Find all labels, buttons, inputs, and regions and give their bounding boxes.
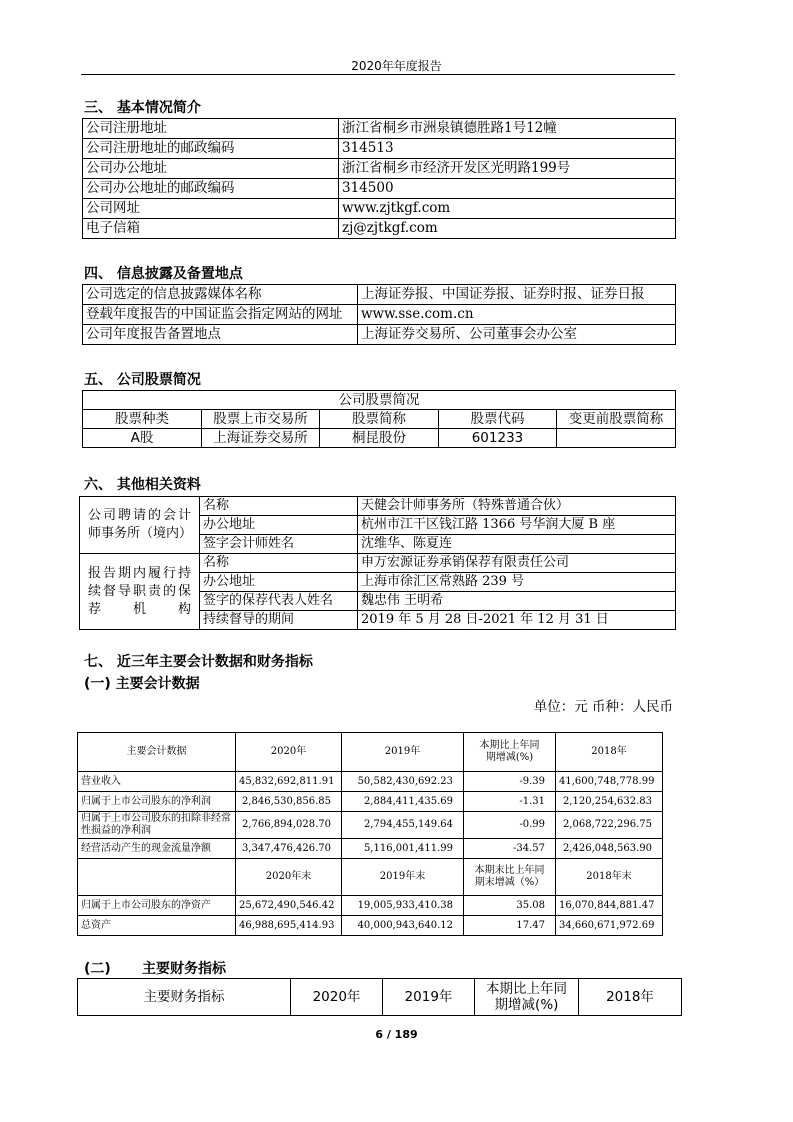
- column-header: 2020年末: [236, 859, 342, 896]
- table-cell: 2,120,254,632.83: [556, 792, 663, 812]
- row-label: 签字的保荐代表人姓名: [200, 592, 358, 611]
- column-header: 股票简称: [320, 410, 439, 429]
- website-link[interactable]: www.zjtkgf.com: [339, 199, 676, 219]
- column-header: 2018年: [579, 979, 682, 1016]
- table-row: [83, 285, 676, 305]
- subsection-2-number: (二): [84, 961, 111, 977]
- table-cell: 2,884,411,435.69: [342, 792, 464, 812]
- table-cell: 16,070,844,881.47: [556, 896, 663, 916]
- column-header: [78, 859, 236, 896]
- column-header: 2020年: [291, 979, 383, 1016]
- row-label: 归属于上市公司股东的扣除非经常性损益的净利润: [78, 812, 236, 839]
- subsection-2-title: 主要财务指标: [142, 961, 226, 977]
- table-cell: [557, 429, 676, 448]
- table-cell: -34.57: [464, 839, 556, 859]
- auditor-label: 公司聘请的会计师事务所（境内）: [80, 497, 200, 554]
- table-cell: 601233: [439, 429, 557, 448]
- row-label: 登载年度报告的中国证监会指定网站的网址: [83, 305, 358, 325]
- section-6-title: 六、 其他相关资料: [84, 477, 201, 493]
- row-label: 持续督导的期间: [200, 611, 358, 630]
- table-cell: 35.08: [464, 896, 556, 916]
- row-label: 公司办公地址: [83, 159, 339, 179]
- table-cell: 34,660,671,972.69: [556, 916, 663, 936]
- row-label: 公司选定的信息披露媒体名称: [83, 285, 358, 305]
- table-row: [83, 179, 676, 199]
- table-row: [78, 772, 663, 792]
- table-row: [83, 305, 676, 325]
- table-row: [78, 792, 663, 812]
- row-label: 公司年度报告备置地点: [83, 325, 358, 345]
- row-label: 电子信箱: [83, 219, 339, 239]
- section-4-title: 四、 信息披露及备置地点: [84, 266, 243, 282]
- table-cell: 5,116,001,411.99: [342, 839, 464, 859]
- table-cell: 19,005,933,410.38: [342, 896, 464, 916]
- row-value: 上海证券报、中国证券报、证券时报、证券日报: [358, 285, 676, 305]
- table-cell: 45,832,692,811.91: [236, 772, 342, 792]
- row-label: 公司网址: [83, 199, 339, 219]
- table-row: [83, 159, 676, 179]
- table-row: [83, 119, 676, 139]
- row-value: 314500: [339, 179, 676, 199]
- column-header: 股票种类: [83, 410, 202, 429]
- table-row: [83, 199, 676, 219]
- column-header: 股票代码: [439, 410, 557, 429]
- table-row: [78, 859, 663, 896]
- other-info-table: [79, 496, 676, 630]
- page-number: 6 / 189: [375, 1028, 418, 1041]
- row-label: 名称: [200, 497, 358, 516]
- stock-table-title: 公司股票简况: [83, 391, 676, 410]
- table-cell: 2,766,894,028.70: [236, 812, 342, 839]
- table-row: [83, 391, 676, 410]
- section-7-title: 七、 近三年主要会计数据和财务指标: [84, 654, 313, 670]
- row-label: 公司注册地址: [83, 119, 339, 139]
- table-row: [78, 812, 663, 839]
- stock-table: [82, 390, 676, 448]
- row-label: 总资产: [78, 916, 236, 936]
- table-row: [80, 497, 676, 516]
- row-label: 办公地址: [200, 573, 358, 592]
- column-header: 2020年: [236, 733, 342, 772]
- column-header: 2019年末: [342, 859, 464, 896]
- row-value: 魏忠伟 王明希: [358, 592, 676, 611]
- table-row: [78, 979, 682, 1016]
- column-header: 主要会计数据: [78, 733, 236, 772]
- row-label: 办公地址: [200, 516, 358, 535]
- header-divider: [81, 74, 675, 75]
- sponsor-label: 报告期内履行持续督导职责的保荐机构: [80, 554, 200, 630]
- row-value: 天健会计师事务所（特殊普通合伙）: [358, 497, 676, 516]
- row-value: 314513: [339, 139, 676, 159]
- table-cell: 桐昆股份: [320, 429, 439, 448]
- accounting-data-table: [77, 732, 663, 936]
- table-cell: 17.47: [464, 916, 556, 936]
- table-row: [83, 139, 676, 159]
- table-row: [83, 410, 676, 429]
- table-cell: -1.31: [464, 792, 556, 812]
- column-header: 2019年: [342, 733, 464, 772]
- table-cell: 50,582,430,692.23: [342, 772, 464, 792]
- table-row: [78, 916, 663, 936]
- row-value: 浙江省桐乡市经济开发区光明路199号: [339, 159, 676, 179]
- page-header: 2020年年度报告: [351, 59, 442, 73]
- row-value: 上海市徐汇区常熟路 239 号: [358, 573, 676, 592]
- row-label: 经营活动产生的现金流量净额: [78, 839, 236, 859]
- row-label: 归属于上市公司股东的净利润: [78, 792, 236, 812]
- row-value: 上海证券交易所、公司董事会办公室: [358, 325, 676, 345]
- table-cell: 2,068,722,296.75: [556, 812, 663, 839]
- row-label: 公司注册地址的邮政编码: [83, 139, 339, 159]
- table-cell: 3,347,476,426.70: [236, 839, 342, 859]
- sse-website-link[interactable]: www.sse.com.cn: [358, 305, 676, 325]
- row-value: 浙江省桐乡市洲泉镇德胜路1号12幢: [339, 119, 676, 139]
- column-header: 本期比上年同期增减(%): [475, 979, 579, 1016]
- table-row: [83, 429, 676, 448]
- financial-indicators-table: [77, 978, 682, 1016]
- row-value: 沈维华、陈夏连: [358, 535, 676, 554]
- section-3-title: 三、 基本情况简介: [84, 100, 201, 116]
- section-5-title: 五、 公司股票简况: [84, 372, 201, 388]
- table-cell: 2,426,048,563.90: [556, 839, 663, 859]
- table-row: [78, 896, 663, 916]
- row-label: 公司办公地址的邮政编码: [83, 179, 339, 199]
- disclosure-table: [82, 284, 676, 345]
- column-header: 股票上市交易所: [202, 410, 320, 429]
- column-header: 本期比上年同期增减(%): [464, 733, 556, 772]
- row-value: 申万宏源证券承销保荐有限责任公司: [358, 554, 676, 573]
- table-cell: 2,846,530,856.85: [236, 792, 342, 812]
- table-row: [78, 733, 663, 772]
- row-label: 归属于上市公司股东的净资产: [78, 896, 236, 916]
- table-cell: 40,000,943,640.12: [342, 916, 464, 936]
- table-row: [83, 325, 676, 345]
- column-header: 主要财务指标: [78, 979, 291, 1016]
- column-header: 2019年: [383, 979, 475, 1016]
- table-cell: -0.99: [464, 812, 556, 839]
- row-value: 杭州市江干区钱江路 1366 号华润大厦 B 座: [358, 516, 676, 535]
- column-header: 变更前股票简称: [557, 410, 676, 429]
- table-cell: -9.39: [464, 772, 556, 792]
- basic-info-table: [82, 118, 676, 239]
- table-cell: 2,794,455,149.64: [342, 812, 464, 839]
- row-label: 营业收入: [78, 772, 236, 792]
- table-cell: 41,600,748,778.99: [556, 772, 663, 792]
- table-cell: 46,988,695,414.93: [236, 916, 342, 936]
- column-header: 2018年末: [556, 859, 663, 896]
- table-row: [78, 839, 663, 859]
- row-value: 2019 年 5 月 28 日-2021 年 12 月 31 日: [358, 611, 676, 630]
- table-row: [83, 219, 676, 239]
- unit-label: 单位：元 币种：人民币: [533, 699, 673, 715]
- table-cell: 25,672,490,546.42: [236, 896, 342, 916]
- table-row: [80, 554, 676, 573]
- table-cell: 上海证券交易所: [202, 429, 320, 448]
- table-cell: A股: [83, 429, 202, 448]
- row-label: 名称: [200, 554, 358, 573]
- row-label: 签字会计师姓名: [200, 535, 358, 554]
- subsection-1-title: (一) 主要会计数据: [84, 676, 200, 692]
- column-header: 2018年: [556, 733, 663, 772]
- column-header: 本期末比上年同期末增减（%）: [464, 859, 556, 896]
- email-link[interactable]: zj@zjtkgf.com: [339, 219, 676, 239]
